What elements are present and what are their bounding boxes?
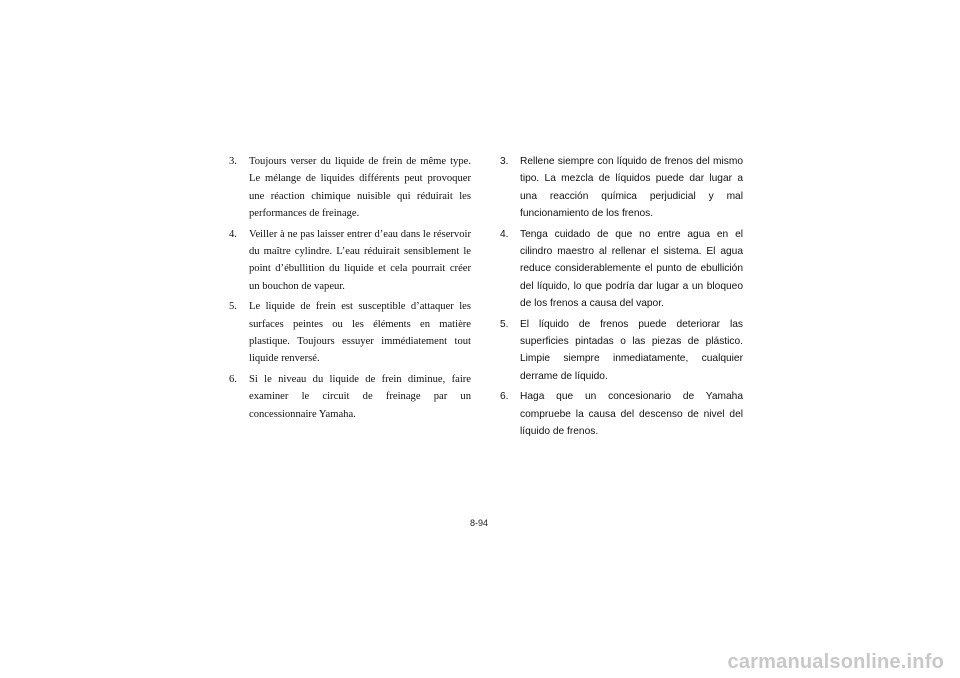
item-number: 3.	[229, 156, 237, 167]
list-item	[229, 371, 471, 423]
item-number: 6.	[229, 373, 237, 385]
list-item	[500, 153, 743, 223]
french-column	[229, 153, 471, 426]
item-text: Si le niveau du liquide de frein diminue, faire examiner le circuit de freinage par un concessionnaire Yamaha.	[249, 373, 471, 420]
item-text: Haga que un concesionario de Yamaha compruebe la causa del descenso de nivel del líquido de frenos.	[520, 391, 743, 438]
item-text: Le liquide de frein est susceptible d’attaquer les surfaces peintes ou les éléments en matière plastique. Toujours essuyer immédiatement tout liquide renversé.	[249, 301, 471, 365]
item-number: 3.	[500, 156, 509, 167]
page-number: 8-94	[470, 518, 489, 528]
spanish-column	[500, 153, 743, 444]
watermark: carmanualsonline.info	[727, 651, 944, 673]
item-number: 4.	[500, 228, 509, 240]
item-number: 5.	[500, 318, 509, 330]
item-text: Tenga cuidado de que no entre agua en el cilindro maestro al rellenar el sistema. El agua reduce considerablemente el punto de ebullición del líquido, lo que podría dar lugar a un bloqueo de los frenos a causa del vapor.	[520, 228, 743, 310]
item-text: Toujours verser du liquide de frein de même type. Le mélange de liquides différents peut provoquer une réaction chimique nuisible qui réduirait les performances de freinage.	[249, 156, 471, 220]
list-item	[229, 226, 471, 296]
item-number: 5.	[229, 301, 237, 313]
item-number: 4.	[229, 228, 237, 240]
list-item	[500, 226, 743, 313]
list-item	[500, 316, 743, 386]
item-text: Veiller à ne pas laisser entrer d’eau dans le réservoir du maître cylindre. L’eau réduirait sensiblement le point d’ébullition du liquide et cela pourrait créer un bouchon de vapeur.	[249, 228, 471, 292]
item-text: Rellene siempre con líquido de frenos del mismo tipo. La mezcla de líquidos puede dar lugar a una reacción química perjudicial y mal funcionamiento de los frenos.	[520, 156, 743, 220]
list-item	[229, 153, 471, 223]
spanish-list	[500, 153, 743, 441]
list-item	[229, 298, 471, 368]
list-item	[500, 388, 743, 440]
item-text: El líquido de frenos puede deteriorar las superficies pintadas o las piezas de plástico. Limpie siempre inmediatamente, cualquier derrame de líquido.	[520, 318, 743, 382]
item-number: 6.	[500, 391, 509, 403]
french-list	[229, 153, 471, 423]
